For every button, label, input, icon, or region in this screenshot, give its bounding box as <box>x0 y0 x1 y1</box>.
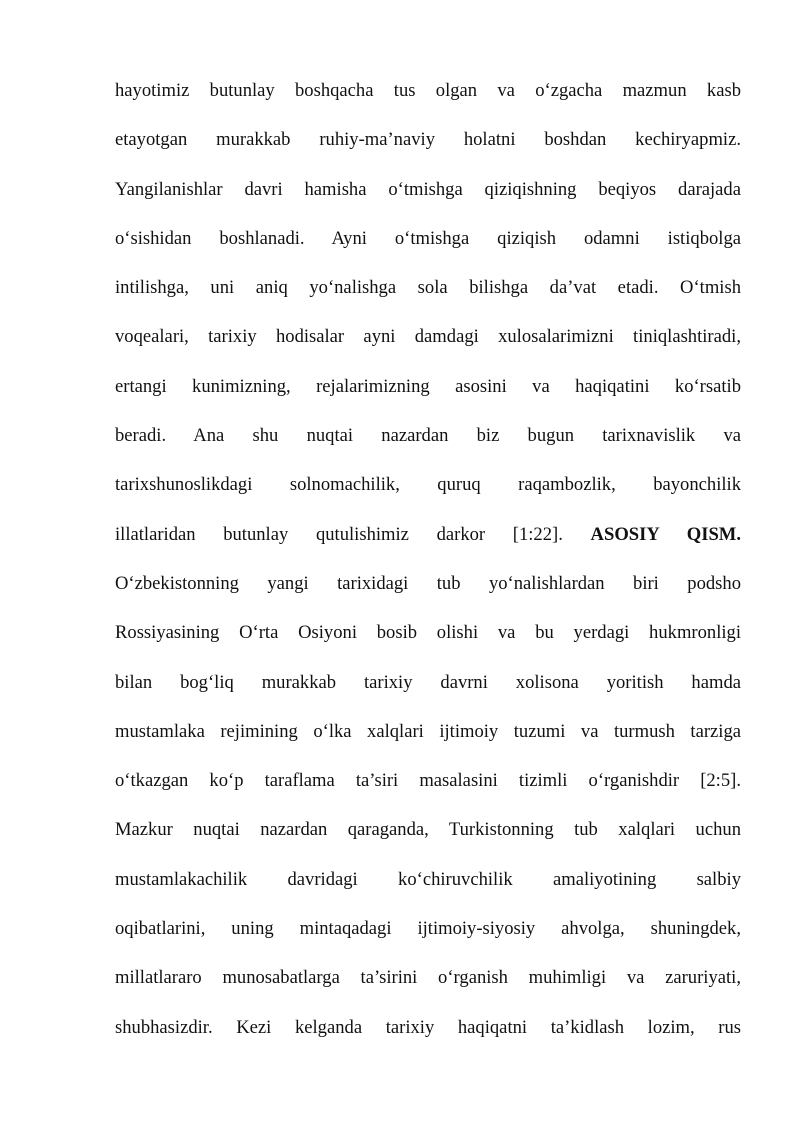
text-line-13: bilan bog‘liq murakkab tarixiy davrni xolisona yoritish hamda <box>115 671 741 693</box>
text-line-2: etayotgan murakkab ruhiy-ma’naviy holatni boshdan kechiryapmiz. <box>115 129 741 151</box>
text-line-3: Yangilanishlar davri hamisha o‘tmishga qiziqishning beqiyos darajada <box>115 178 741 200</box>
text-line-5: intilishga, uni aniq yo‘nalishga sola bilishga da’vat etadi. O‘tmish <box>115 277 741 299</box>
text-line-16: Mazkur nuqtai nazardan qaraganda, Turkistonning tub xalqlari uchun <box>115 819 741 841</box>
text-line-17: mustamlakachilik davridagi ko‘chiruvchilik amaliyotining salbiy <box>115 868 741 890</box>
text-line-10 <box>115 517 741 566</box>
text-line-8: beradi. Ana shu nuqtai nazardan biz bugun tarixnavislik va <box>115 425 741 447</box>
text-line-12: Rossiyasining O‘rta Osiyoni bosib olishi va bu yerdagi hukmronligi <box>115 622 741 644</box>
text-line-10-body: illatlaridan butunlay qutulishimiz darkor [1:22]. <box>115 523 563 545</box>
text-line-19: millatlararo munosabatlarga ta’sirini o‘rganish muhimligi va zaruriyati, <box>115 967 741 989</box>
document-page <box>115 73 741 1059</box>
text-line-7: ertangi kunimizning, rejalarimizning asosini va haqiqatini ko‘rsatib <box>115 375 741 397</box>
text-line-4: o‘sishidan boshlanadi. Ayni o‘tmishga qiziqish odamni istiqbolga <box>115 227 741 249</box>
section-heading: ASOSIY QISM. <box>590 523 741 545</box>
text-line-20: shubhasizdir. Kezi kelganda tarixiy haqiqatni ta’kidlash lozim, rus <box>115 1016 741 1038</box>
text-line-1: hayotimiz butunlay boshqacha tus olgan va o‘zgacha mazmun kasb <box>115 80 741 101</box>
text-line-14: mustamlaka rejimining o‘lka xalqlari ijtimoiy tuzumi va turmush tarziga <box>115 720 741 742</box>
text-line-9: tarixshunoslikdagi solnomachilik, quruq raqambozlik, bayonchilik <box>115 474 741 496</box>
text-line-11: O‘zbekistonning yangi tarixidagi tub yo‘nalishlardan biri podsho <box>115 572 741 594</box>
text-line-6: voqealari, tarixiy hodisalar ayni damdagi xulosalarimizni tiniqlashtiradi, <box>115 326 741 348</box>
text-line-18: oqibatlarini, uning mintaqadagi ijtimoiy-siyosiy ahvolga, shuningdek, <box>115 918 741 940</box>
text-line-15: o‘tkazgan ko‘p taraflama ta’siri masalasini tizimli o‘rganishdir [2:5]. <box>115 770 741 792</box>
